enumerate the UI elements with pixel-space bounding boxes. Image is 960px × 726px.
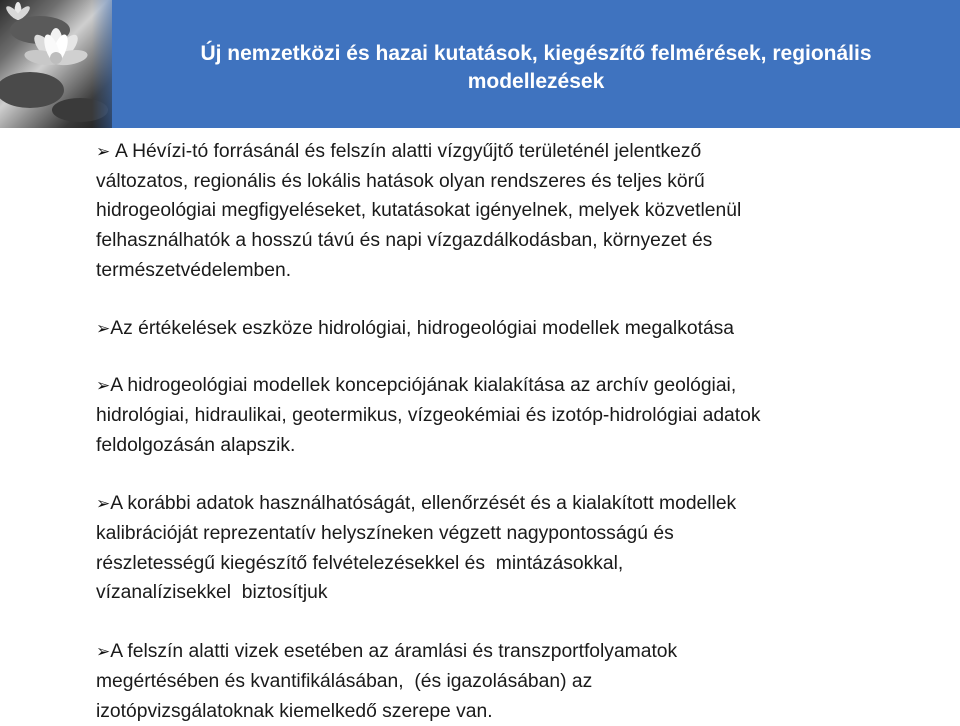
arrow-bullet-icon: ➢ [96,318,111,338]
bullet-item [96,137,912,286]
bullet-text: Az értékelések eszköze hidrológiai, hidrogeológiai modellek megalkotása [110,317,735,339]
bullet-text: A korábbi adatok használhatóságát, ellenőrzését és a kialakított modellek kalibrációját reprezentatív helyszíneken végzett nagypontosságú és részletességű kiegészítő felvételezésekkel és mintázásokkal, vízanalízisekkel biztosítjuk [96,493,737,604]
arrow-bullet-icon: ➢ [96,642,111,662]
bullet-text: A felszín alatti vizek esetében az áramlási és transzportfolyamatok megértésében és kvantifikálásában, (és igazolásában) az izotópvizsgálatoknak kiemelkedő szerepe van. [96,641,678,722]
bullet-item [96,637,912,726]
bullet-item [96,489,912,608]
slide-title-line-1: Új nemzetközi és hazai kutatások, kiegészítő felmérések, regionális [200,42,872,65]
slide-title-line-2: modellezések [467,70,605,93]
slide-title [112,40,960,96]
slide-body [96,137,912,726]
arrow-bullet-icon: ➢ [96,376,111,396]
bullet-item [96,371,912,460]
bullet-item [96,314,912,344]
slide-header [0,0,960,128]
bullet-text: A Hévízi-tó forrásánál és felszín alatti vízgyűjtő területénél jelentkező változatos, regionális és lokális hatások olyan rendszeres és teljes körű hidrogeológiai megfigyeléseket, kutatásokat igényelnek, melyek közvetlenül felhasználhatók a hosszú távú és napi vízgazdálkodásban, környezet és természetvédelemben. [96,141,742,281]
bullet-text: A hidrogeológiai modellek koncepciójának kialakítása az archív geológiai, hidrológiai, hidraulikai, geotermikus, vízgeokémiai és izotóp-hidrológiai adatok feldolgozásán alapszik. [96,375,761,456]
arrow-bullet-icon: ➢ [96,494,111,514]
arrow-bullet-icon: ➢ [96,142,115,161]
